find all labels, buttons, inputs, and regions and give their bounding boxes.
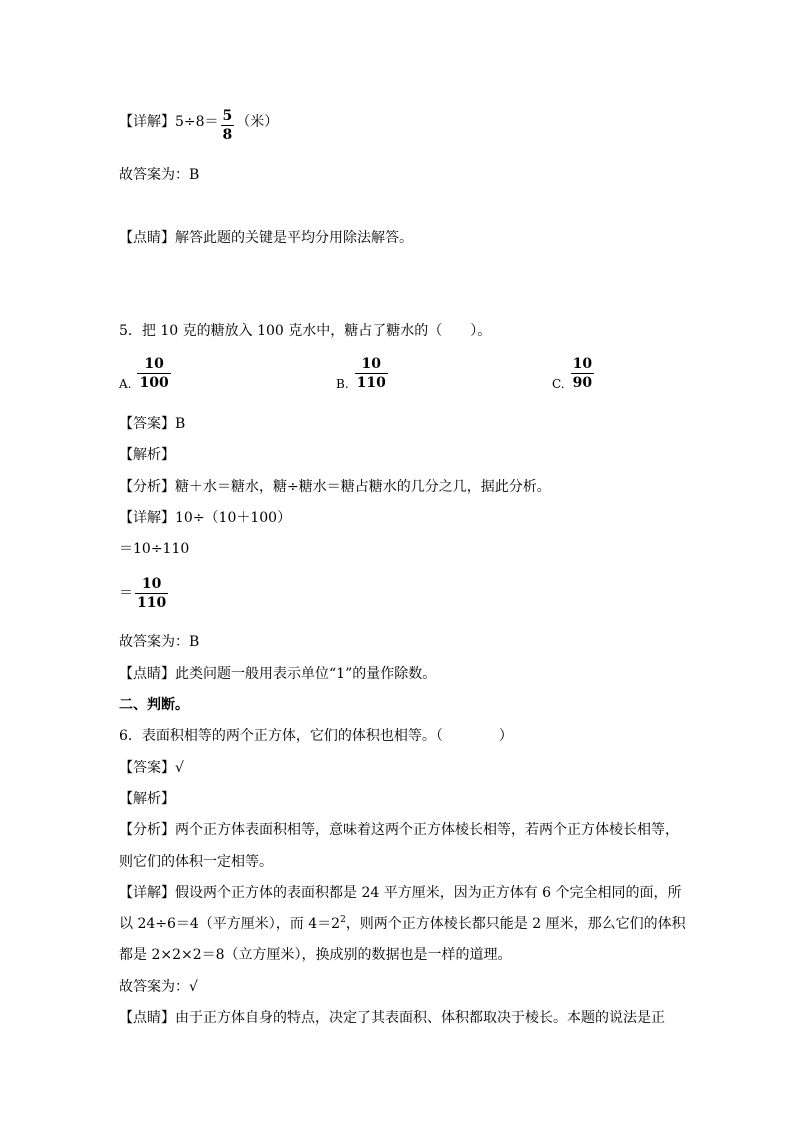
fraction-numerator: 10 xyxy=(572,356,593,372)
fraction-numerator: 10 xyxy=(141,576,162,592)
q4-detail-prefix: 【详解】5÷8＝ xyxy=(119,114,219,130)
q5-answer-line: 故答案为：B xyxy=(119,634,200,650)
q5-detail-3-prefix: ＝ xyxy=(119,585,133,602)
q4-dianjing: 【点睛】解答此题的关键是平均分用除法解答。 xyxy=(119,230,413,246)
fraction-numerator: 10 xyxy=(144,356,164,372)
fraction-bar xyxy=(135,593,168,594)
q5-option-a xyxy=(119,356,173,391)
option-label: A. xyxy=(119,376,132,391)
fraction-denominator: 110 xyxy=(137,595,167,611)
q6-detail-2 xyxy=(119,915,686,933)
fraction-numerator: 10 xyxy=(361,356,381,372)
q4-answer-line: 故答案为：B xyxy=(119,167,200,183)
section-heading-judge: 二、判断。 xyxy=(119,697,189,713)
option-fraction xyxy=(355,356,388,391)
q6-fenxi-2: 则它们的体积一定相等。 xyxy=(119,854,273,870)
q6-dianjing: 【点睛】由于正方体自身的特点，决定了其表面积、体积都取决于棱长。本题的说法是正 xyxy=(119,1010,665,1026)
q5-detail-2: ＝10÷110 xyxy=(119,541,190,557)
q5-detail-3 xyxy=(119,576,170,611)
q4-detail-line xyxy=(119,108,278,143)
q4-fraction-numerator: 5 xyxy=(222,108,233,124)
option-label: B. xyxy=(336,376,349,391)
q6-detail-2-part-b: ，则两个正方体棱长都只能是 2 厘米，那么它们的体积 xyxy=(345,916,686,932)
fraction-denominator: 110 xyxy=(356,375,386,391)
fraction-denominator: 100 xyxy=(139,375,169,391)
q4-detail-suffix: （米） xyxy=(236,114,279,130)
q5-jiexi: 【解析】 xyxy=(119,447,175,463)
q6-answer: 【答案】√ xyxy=(119,760,184,776)
option-fraction xyxy=(571,356,594,391)
q4-fraction-denominator: 8 xyxy=(222,127,233,143)
q5-answer: 【答案】B xyxy=(119,416,186,432)
q5-option-b xyxy=(336,356,390,391)
fraction-bar xyxy=(571,373,594,374)
q6-exponent: 2 xyxy=(340,915,346,925)
q5-fenxi: 【分析】糖＋水＝糖水，糖÷糖水＝糖占糖水的几分之几，据此分析。 xyxy=(119,479,551,495)
fraction-bar xyxy=(137,373,170,374)
q5-option-c xyxy=(552,356,596,391)
q6-detail-2-part-a: 以 24÷6＝4（平方厘米），而 4＝2 xyxy=(119,916,341,932)
option-fraction xyxy=(137,356,170,391)
q6-answer-line: 故答案为：√ xyxy=(119,979,198,995)
fraction-bar xyxy=(355,373,388,374)
q6-jiexi: 【解析】 xyxy=(119,791,175,807)
q6-question: 6．表面积相等的两个正方体，它们的体积也相等。（ ） xyxy=(119,728,513,744)
fraction-bar xyxy=(221,125,235,126)
q4-fraction xyxy=(221,108,235,143)
q5-detail-1: 【详解】10÷（10＋100） xyxy=(119,510,292,526)
q5-dianjing: 【点睛】此类问题一般用表示单位“1”的量作除数。 xyxy=(119,666,437,682)
fraction-denominator: 90 xyxy=(572,375,593,391)
q5-question: 5．把 10 克的糖放入 100 克水中，糖占了糖水的（ ）。 xyxy=(119,323,492,339)
q6-detail-1: 【详解】假设两个正方体的表面积都是 24 平方厘米，因为正方体有 6 个完全相同的面，所 xyxy=(119,885,682,901)
q6-detail-3: 都是 2×2×2＝8（立方厘米），换成别的数据也是一样的道理。 xyxy=(119,947,512,963)
q5-detail-fraction xyxy=(135,576,168,611)
q6-fenxi-1: 【分析】两个正方体表面积相等，意味着这两个正方体棱长相等，若两个正方体棱长相等， xyxy=(119,822,679,838)
option-label: C. xyxy=(552,376,565,391)
